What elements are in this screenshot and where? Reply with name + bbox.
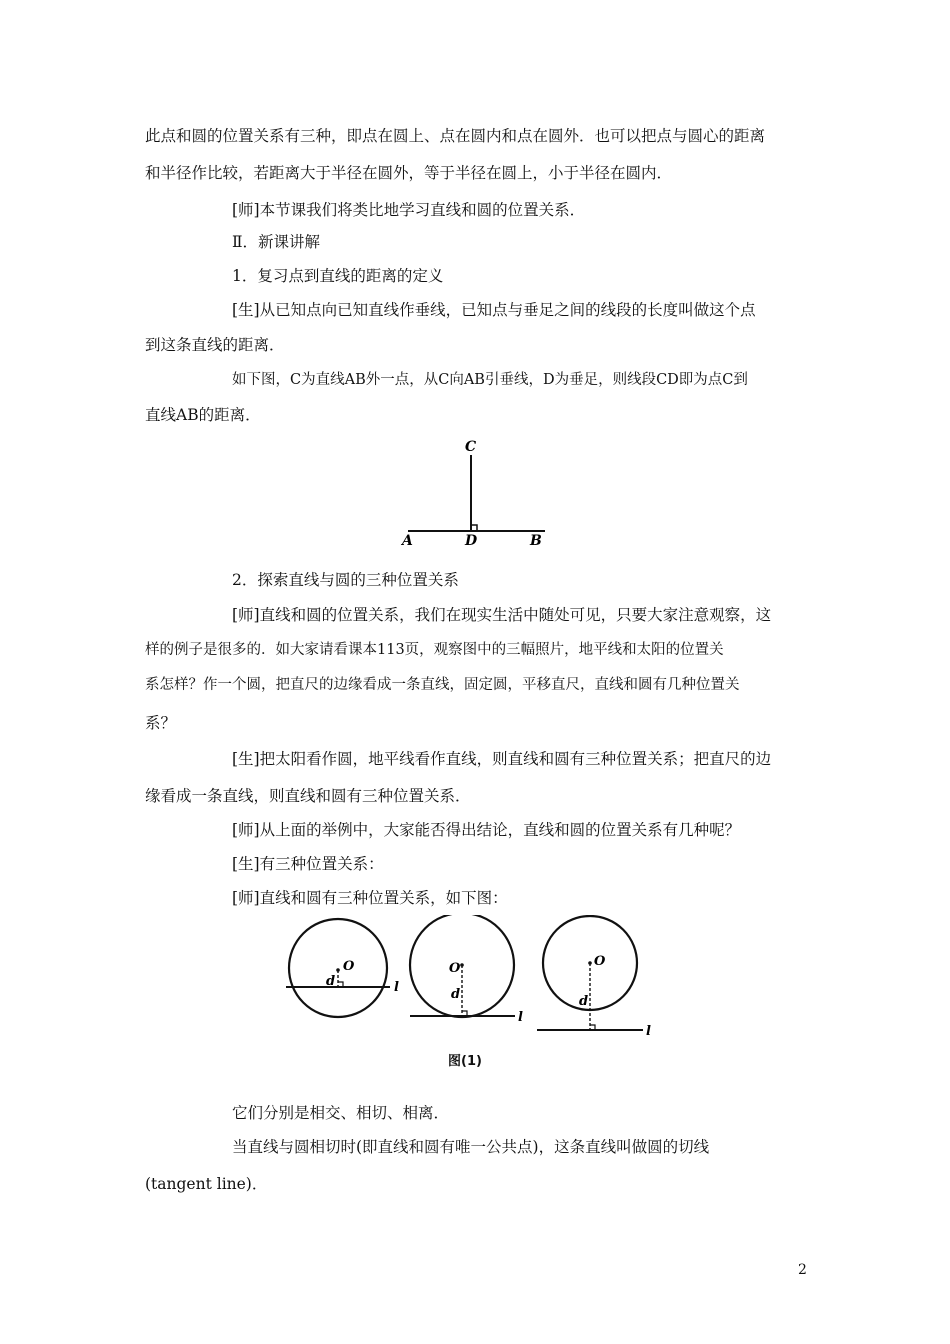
label-l: l: [646, 1024, 651, 1039]
paragraph-line: 样的例子是很多的．如大家请看课本113页，观察图中的三幅照片，地平线和太阳的位置关: [145, 642, 724, 658]
paragraph-line: [生]从已知点向已知直线作垂线，已知点与垂足之间的线段的长度叫做这个点: [232, 301, 756, 319]
subsection-heading: 2．探索直线与圆的三种位置关系: [232, 571, 459, 589]
page-number: 2: [798, 1262, 807, 1278]
label-a: A: [402, 533, 413, 549]
section-heading: Ⅱ．新课讲解: [232, 233, 321, 251]
separate-case: [537, 916, 651, 1039]
center-point: [336, 968, 340, 972]
label-o: O: [343, 959, 355, 974]
paragraph-line: 当直线与圆相切时(即直线和圆有唯一公共点)，这条直线叫做圆的切线: [232, 1138, 710, 1156]
center-point: [588, 961, 592, 965]
figure-caption: 图(1): [448, 1054, 482, 1069]
paragraph-line: 到这条直线的距离．: [145, 336, 285, 354]
paragraph-line: [师]直线和圆的位置关系，我们在现实生活中随处可见，只要大家注意观察，这: [232, 606, 772, 624]
paragraph-line: 此点和圆的位置关系有三种，即点在圆上、点在圆内和点在圆外．也可以把点与圆心的距离: [145, 127, 766, 145]
paragraph-line: 系怎样？作一个圆，把直尺的边缘看成一条直线，固定圆，平移直尺，直线和圆有几种位置关: [145, 677, 740, 693]
label-d: d: [451, 987, 461, 1002]
label-d: d: [326, 974, 336, 989]
circle: [289, 919, 387, 1017]
subsection-heading: 1．复习点到直线的距离的定义: [232, 267, 444, 285]
paragraph-line: 系？: [145, 714, 177, 732]
paragraph-line: 如下图，C为直线AB外一点，从C向AB引垂线，D为垂足，则线段CD即为点C到: [232, 372, 748, 388]
label-l: l: [394, 980, 399, 995]
center-point: [460, 963, 464, 967]
paragraph-line: [生]把太阳看作圆，地平线看作直线，则直线和圆有三种位置关系；把直尺的边: [232, 750, 772, 768]
paragraph-line: [师]本节课我们将类比地学习直线和圆的位置关系．: [232, 201, 586, 219]
paragraph-line: [师]从上面的举例中，大家能否得出结论，直线和圆的位置关系有几种呢？: [232, 821, 741, 839]
label-l: l: [518, 1010, 523, 1025]
paragraph-line: 和半径作比较，若距离大于半径在圆外，等于半径在圆上，小于半径在圆内．: [145, 164, 673, 182]
paragraph-line: 缘看成一条直线，则直线和圆有三种位置关系．: [145, 787, 471, 805]
paragraph-line: [生]有三种位置关系：: [232, 855, 384, 873]
label-d: d: [579, 994, 589, 1009]
tangent-case: [410, 915, 523, 1025]
paragraph-line: 直线AB的距离．: [145, 406, 261, 424]
label-o: O: [449, 961, 461, 976]
label-b: B: [530, 533, 542, 549]
perpendicular-diagram: [395, 435, 555, 550]
label-o: O: [594, 954, 606, 969]
paragraph-line: [师]直线和圆有三种位置关系，如下图：: [232, 889, 508, 907]
label-c: C: [465, 439, 477, 455]
intersecting-case: [286, 919, 399, 1017]
paragraph-line: 它们分别是相交、相切、相离．: [232, 1104, 450, 1122]
label-d: D: [465, 533, 478, 549]
paragraph-line: (tangent line)．: [145, 1175, 268, 1193]
